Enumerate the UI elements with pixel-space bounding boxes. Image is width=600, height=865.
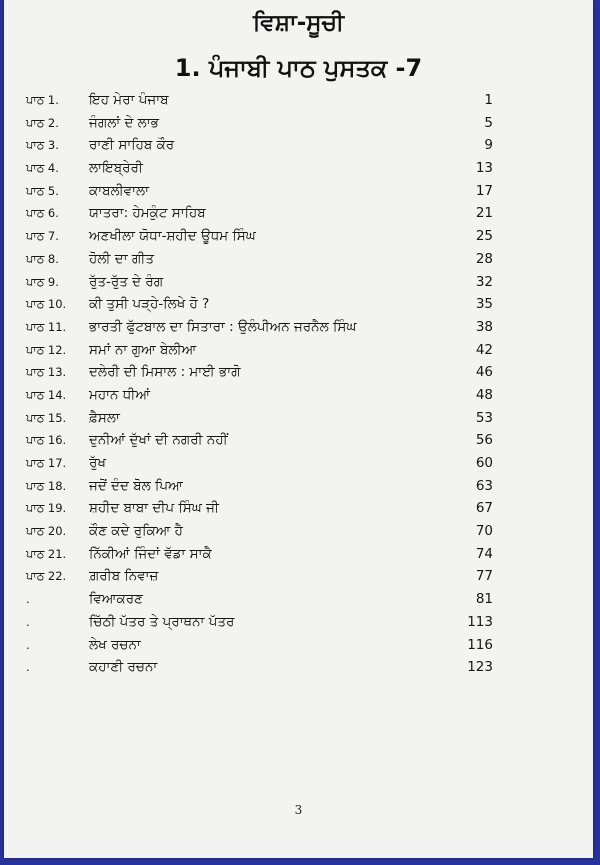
toc-page-number: 25 [475,228,493,245]
toc-lesson-number: ਪਾਠ 5. [26,183,59,198]
toc-page-number: 38 [475,318,493,335]
toc-page-number: 48 [475,386,493,403]
toc-lesson-title: ਹੋਲੀ ਦਾ ਗੀਤ [89,250,154,267]
toc-row [4,157,593,180]
toc-lesson-title: ਜੰਗਲਾਂ ਦੇ ਲਾਭ [89,114,159,131]
toc-row [4,429,593,452]
toc-lesson-title: ਦੁਨੀਆਂ ਦੁੱਖਾਂ ਦੀ ਨਗਰੀ ਨਹੀਂ [89,432,228,449]
toc-row [4,475,593,498]
toc-row [4,293,593,316]
toc-lesson-number: . [26,592,30,607]
toc-row [4,316,593,339]
toc-page-number: 32 [475,273,493,290]
toc-page-number: 1 [484,92,493,108]
toc-lesson-number: ਪਾਠ 7. [26,229,59,244]
toc-row [4,497,593,520]
toc-page-number: 81 [475,591,493,608]
toc-lesson-number: ਪਾਠ 11. [26,319,67,334]
toc-lesson-title: ਚਿੱਠੀ ਪੱਤਰ ਤੇ ਪ੍ਰਾਥਨਾ ਪੱਤਰ [89,613,235,630]
toc-lesson-number: ਪਾਠ 18. [26,478,67,493]
toc-lesson-title: ਰਾਣੀ ਸਾਹਿਬ ਕੌਰ [89,137,175,154]
toc-lesson-number: . [26,637,30,652]
toc-lesson-title: ਨਿੱਕੀਆਂ ਜਿੰਦਾਂ ਵੱਡਾ ਸਾਕੈ [89,545,212,562]
toc-lesson-number: ਪਾਠ 1. [26,93,59,107]
toc-page-number: 35 [475,296,493,313]
toc-row [4,611,593,634]
toc-lesson-title: ਜਦੋਂ ਦੰਦ ਬੋਲ ਪਿਆ [89,477,183,494]
toc-lesson-title: ਲਾਇਬ੍ਰੇਰੀ [89,160,143,177]
toc-lesson-number: ਪਾਠ 20. [26,524,67,539]
toc-lesson-number: ਪਾਠ 3. [26,138,59,153]
toc-row [4,656,593,679]
toc-page-number: 60 [475,455,493,471]
toc-lesson-number: ਪਾਠ 22. [26,569,67,584]
book-subtitle: 1. ਪੰਜਾਬੀ ਪਾਠ ਪੁਸਤਕ -7 [174,54,423,82]
toc-page-number: 56 [475,432,493,449]
toc-lesson-title: ਕਹਾਣੀ ਰਚਨਾ [89,659,158,676]
toc-page-number: 9 [484,137,493,154]
toc-row [4,89,593,112]
toc-page-number: 63 [475,477,493,494]
toc-lesson-title: ਕੀ ਤੁਸੀ ਪੜ੍ਹੇ-ਲਿਖੇ ਹੋ ? [89,296,210,313]
toc-page-number: 77 [475,568,493,585]
toc-row [4,565,593,588]
toc-lesson-title: ਸ਼ਹੀਦ ਬਾਬਾ ਦੀਪ ਸਿੰਘ ਜੀ [89,500,219,517]
toc-row [4,452,593,475]
toc-lesson-number: ਪਾਠ 17. [26,456,67,470]
toc-lesson-number: ਪਾਠ 6. [26,206,59,221]
toc-page-number: 70 [475,523,493,540]
toc-page-number: 53 [475,409,493,426]
toc-lesson-number: . [26,660,30,675]
toc-row [4,384,593,407]
toc-row [4,588,593,611]
toc-lesson-title: ਸਮਾਂ ਨਾ ਗੁਆ ਬੇਲੀਆ [89,341,197,358]
toc-lesson-title: ਕੌਣ ਕਦੇ ਰੁਕਿਆ ਹੈ [89,523,183,540]
toc-lesson-number: ਪਾਠ 14. [26,387,67,402]
toc-row [4,248,593,271]
toc-row [4,271,593,294]
toc-row [4,339,593,362]
toc-lesson-title: ਲੇਖ ਰਚਨਾ [89,636,141,653]
toc-lesson-title: ਮਹਾਨ ਧੀਆਂ [89,386,151,403]
page-number: 3 [294,803,303,817]
toc-row [4,225,593,248]
toc-row [4,543,593,566]
toc-lesson-title: ਕਾਬਲੀਵਾਲਾ [89,182,149,199]
toc-row [4,634,593,657]
toc-lesson-number: ਪਾਠ 16. [26,433,67,448]
toc-page-number: 42 [475,341,493,358]
toc-page-number: 46 [475,364,493,381]
toc-row [4,407,593,430]
toc-lesson-title: ਅਣਖੀਲਾ ਯੋਧਾ-ਸ਼ਹੀਦ ਊਧਮ ਸਿੰਘ [89,228,256,245]
toc-lesson-title: ਭਾਰਤੀ ਫੁੱਟਬਾਲ ਦਾ ਸਿਤਾਰਾ : ਉਲੰਪੀਅਨ ਜਰਨੈਲ ਸਿੰਘ [89,318,357,335]
toc-lesson-number: ਪਾਠ 4. [26,161,59,176]
toc-lesson-number: ਪਾਠ 13. [26,365,67,380]
toc-lesson-title: ਦਲੇਰੀ ਦੀ ਮਿਸਾਲ : ਮਾਈ ਭਾਗੋ [89,364,241,381]
toc-lesson-title: ਰੁੱਖ [89,455,106,471]
toc-row [4,202,593,225]
toc-lesson-number: ਪਾਠ 21. [26,546,67,561]
toc-page-number: 28 [475,250,493,267]
toc-lesson-title: ਵਿਆਕਰਣ [89,591,143,608]
toc-lesson-number: ਪਾਠ 12. [26,342,67,357]
toc-lesson-title: ਰੁੱਤ-ਰੁੱਤ ਦੇ ਰੰਗ [89,273,164,290]
toc-page-number: 5 [484,114,493,131]
toc-page-number: 13 [475,160,493,177]
toc-lesson-title: ਯਾਤਰਾ: ਹੇਮਕੁੰਟ ਸਾਹਿਬ [89,205,206,222]
toc-page-number: 21 [475,205,493,222]
toc-row [4,520,593,543]
toc-row [4,134,593,157]
document-page [4,0,593,858]
toc-page-number: 113 [467,613,493,630]
toc-page-number: 74 [475,545,493,562]
toc-lesson-title: ਇਹ ਮੇਰਾ ਪੰਜਾਬ [89,92,169,108]
toc-lesson-number: ਪਾਠ 9. [26,274,59,289]
toc-lesson-number: . [26,614,30,629]
toc-page-number: 123 [467,659,493,676]
page-title: ਵਿਸ਼ਾ-ਸੂਚੀ [253,10,344,36]
table-of-contents [4,89,593,679]
toc-lesson-number: ਪਾਠ 8. [26,251,59,266]
toc-page-number: 116 [467,636,493,653]
toc-lesson-number: ਪਾਠ 2. [26,115,59,130]
toc-lesson-title: ਫ਼ੈਸਲਾ [89,409,120,426]
toc-page-number: 17 [475,182,493,199]
toc-lesson-title: ਗ਼ਰੀਬ ਨਿਵਾਜ਼ [89,568,159,585]
toc-lesson-number: ਪਾਠ 19. [26,501,67,516]
toc-row [4,112,593,135]
toc-page-number: 67 [475,500,493,517]
toc-row [4,361,593,384]
toc-lesson-number: ਪਾਠ 10. [26,297,67,312]
toc-lesson-number: ਪਾਠ 15. [26,410,67,425]
toc-row [4,180,593,203]
